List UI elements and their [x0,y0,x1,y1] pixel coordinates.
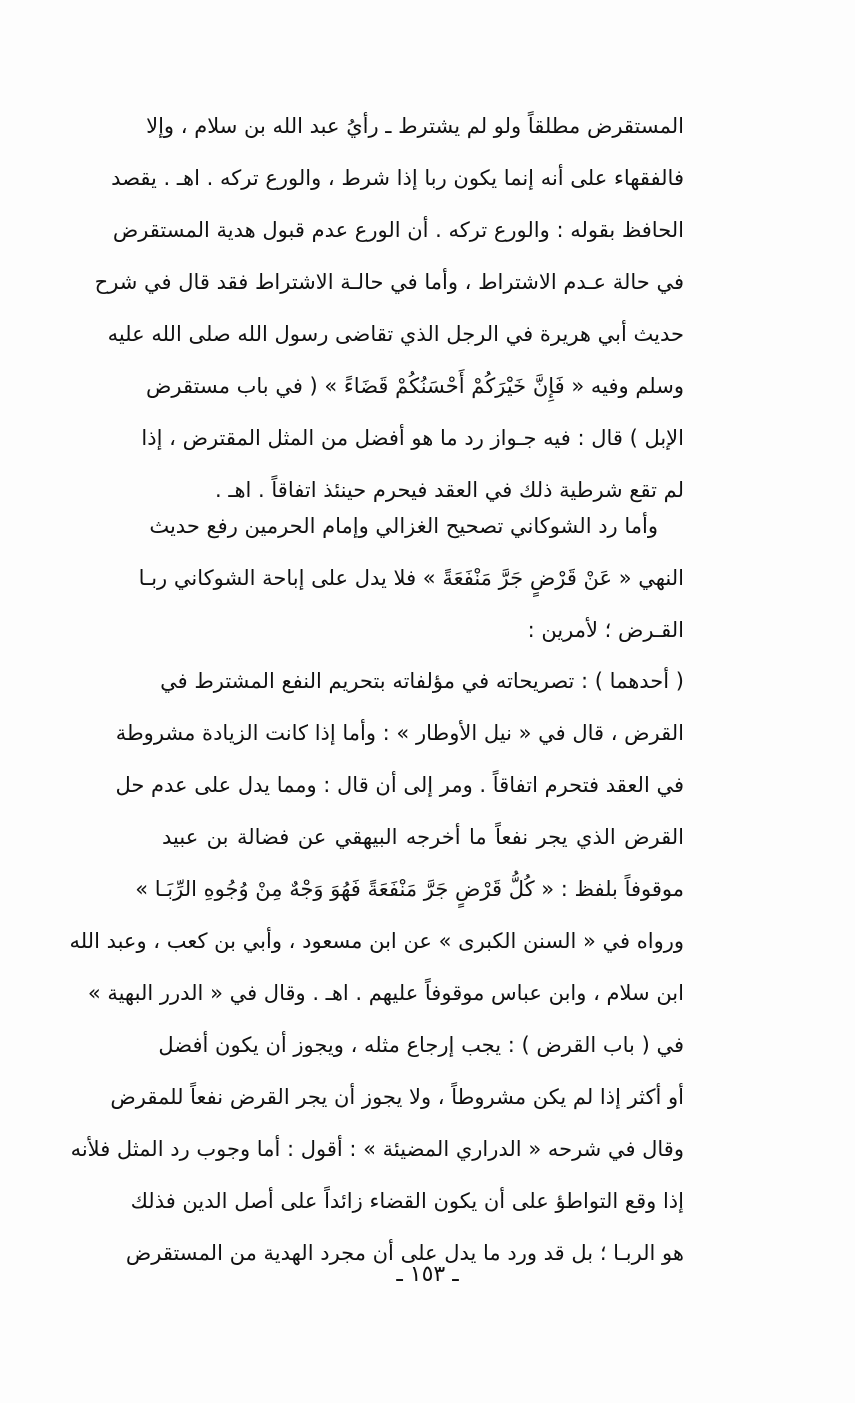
text-line: وسلم وفيه « فَإِنَّ خَيْرَكُمْ أَحْسَنُكُمْ قَضَاءً » ( في باب مستقرض [146,374,684,398]
text-line: وقال في شرحه « الدراري المضيئة » : أقول : أما وجوب رد المثل فلأنه [70,1137,684,1161]
text-line: إذا وقع التواطؤ على أن يكون القضاء زائداً على أصل الدين فذلك [130,1189,684,1213]
text-line: في حالة عـدم الاشتراط ، وأما في حالـة الاشتراط فقد قال في شرح [94,270,684,294]
text-line: حديث أبي هريرة في الرجل الذي تقاضى رسول الله صلى الله عليه [107,322,684,346]
text-line: هو الربـا ؛ بل قد ورد ما يدل على أن مجرد الهدية من المستقرض [125,1241,684,1265]
text-line: المستقرض مطلقاً ولو لم يشترط ـ رأيُ عبد الله بن سلام ، وإلا [146,114,684,138]
paragraph-1 [94,100,684,516]
paragraph-3 [69,655,684,1279]
paragraph-2 [138,500,684,656]
text-line: الحافظ بقوله : والورع تركه . أن الورع عدم قبول هدية المستقرض [112,218,684,242]
text-line: القرض ، قال في « نيل الأوطار » : وأما إذا كانت الزيادة مشروطة [115,721,684,745]
page-number: ـ ١٥٣ ـ [396,1262,459,1287]
text-line: القـرض ؛ لأمرين : [527,618,684,642]
text-line: في العقد فتحرم اتفاقاً . ومر إلى أن قال : ومما يدل على عدم حل [115,773,684,797]
text-line: ورواه في « السنن الكبرى » عن ابن مسعود ، وأبي بن كعب ، وعبد الله [69,929,684,953]
text-line: النهي « عَنْ قَرْضٍ جَرَّ مَنْفَعَةً » فلا يدل على إباحة الشوكاني ربـا [138,566,684,590]
text-line: القرض الذي يجر نفعاً ما أخرجه البيهقي عن فضالة بن عبيد [162,825,684,849]
text-line: موقوفاً بلفظ : « كُلُّ قَرْضٍ جَرَّ مَنْفَعَةً فَهُوَ وَجْهٌ مِنْ وُجُوهِ الرِّبَـا » [135,877,684,901]
text-line: وأما رد الشوكاني تصحيح الغزالي وإمام الحرمين رفع حديث [149,514,658,538]
text-line: أو أكثر إذا لم يكن مشروطاً ، ولا يجوز أن يجر القرض نفعاً للمقرض [110,1085,684,1109]
text-line: لم تقع شرطية ذلك في العقد فيحرم حينئذ اتفاقاً . اهـ . [214,478,684,502]
text-line: فالفقهاء على أنه إنما يكون ربا إذا شرط ، والورع تركه . اهـ . يقصد [111,166,684,190]
text-line: ابن سلام ، وابن عباس موقوفاً عليهم . اهـ . وقال في « الدرر البهية » [87,981,684,1005]
text-line: الإبل ) قال : فيه جـواز رد ما هو أفضل من المثل المقترض ، إذا [141,426,684,450]
text-line: ( أحدهما ) : تصريحاته في مؤلفاته بتحريم النفع المشترط في [160,669,684,693]
text-line: في ( باب القرض ) : يجب إرجاع مثله ، ويجوز أن يكون أفضل [158,1033,684,1057]
